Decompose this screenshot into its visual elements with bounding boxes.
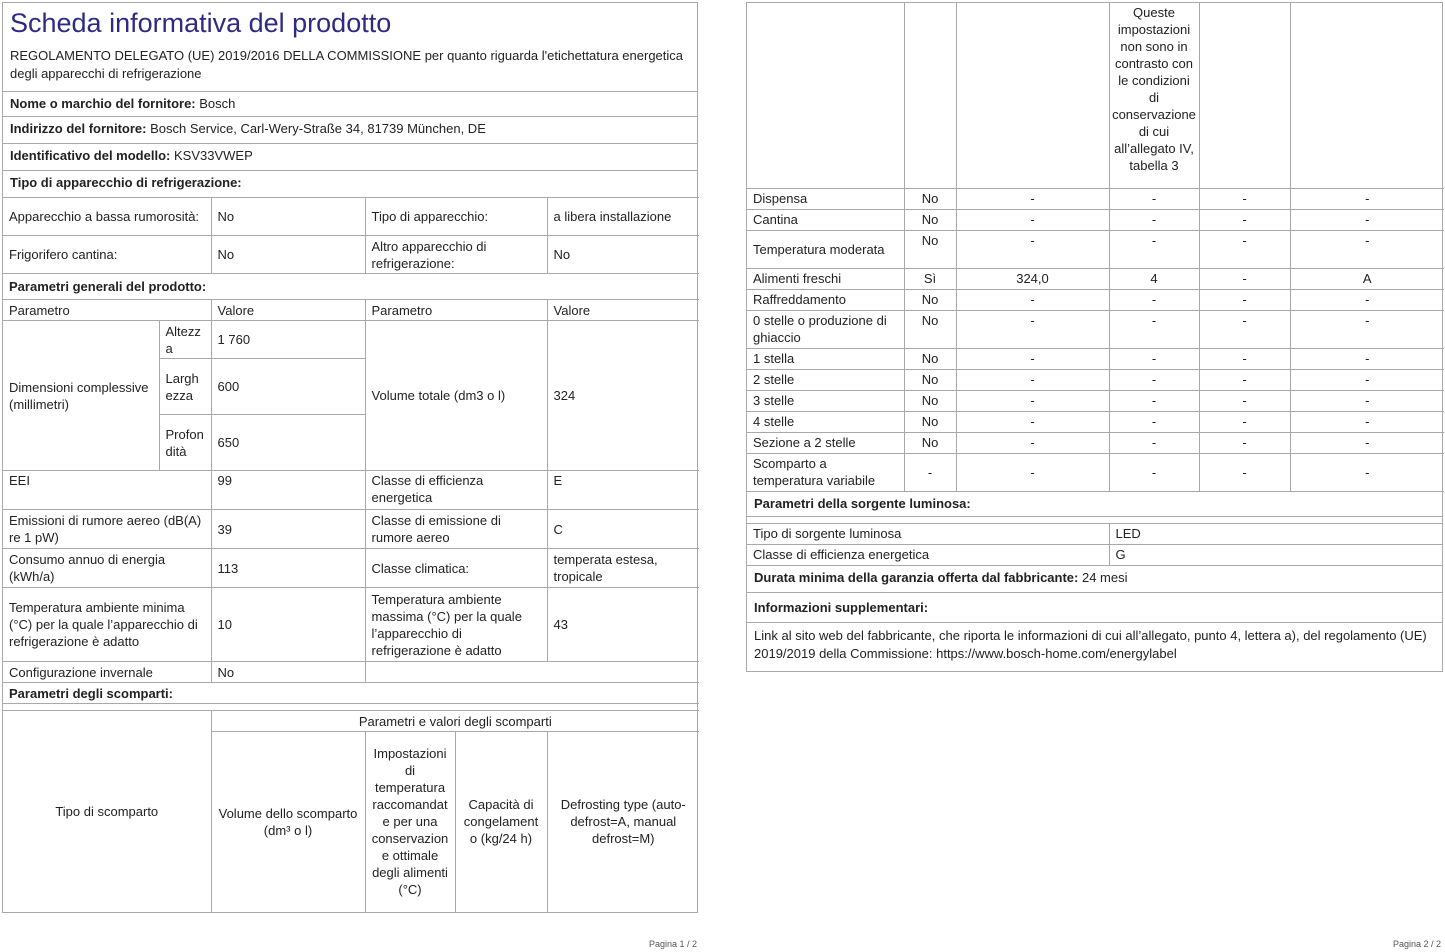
warranty-row (747, 566, 1442, 593)
compartment-temp: - (1109, 432, 1199, 453)
eei-label: EEI (3, 471, 211, 510)
compartment-defrost: - (1290, 453, 1444, 491)
compartment-name: 0 stelle o produzione di ghiaccio (747, 310, 904, 348)
compartment-temp: - (1109, 209, 1199, 230)
compartment-name: Cantina (747, 209, 904, 230)
supplier-name-value: Bosch (199, 96, 236, 111)
compartment-present: No (904, 188, 956, 209)
compartment-temp: - (1109, 230, 1199, 268)
compartment-temp: 4 (1109, 268, 1199, 289)
appliance-type-value: a libera installazione (547, 198, 699, 236)
compartment-defrost: - (1290, 411, 1444, 432)
eei-value: 99 (211, 471, 365, 510)
winter-label: Configurazione invernale (3, 662, 211, 683)
min-temp-label: Temperatura ambiente minima (°C) per la quale l’apparecchio di refrigerazione è adatto (3, 588, 211, 662)
other-value: No (547, 236, 699, 274)
total-volume-value: 324 (547, 321, 699, 471)
page-2 (746, 2, 1443, 672)
compartment-present: No (904, 369, 956, 390)
supplier-name-label: Nome o marchio del fornitore: (10, 96, 196, 111)
col-value-1: Valore (211, 300, 365, 321)
low-noise-value: No (211, 198, 365, 236)
energy-class-value: E (547, 471, 699, 510)
compartment-volume: - (956, 348, 1109, 369)
comp-params-label: Parametri e valori degli scomparti (211, 711, 699, 732)
min-temp-value: 10 (211, 588, 365, 662)
model-value: KSV33VWEP (173, 148, 253, 163)
noise-class-value: C (547, 510, 699, 549)
compartment-present: - (904, 453, 956, 491)
max-temp-label: Temperatura ambiente massima (°C) per la quale l’apparecchio di refrigerazione è adatto (365, 588, 547, 662)
compartment-temp: - (1109, 453, 1199, 491)
depth-label: Profondità (159, 415, 211, 471)
table-row (747, 390, 1444, 411)
page-number-2: Pagina 2 / 2 (1393, 939, 1442, 949)
supplier-address-row (3, 117, 697, 144)
compartment-name: Temperatura moderata (747, 230, 904, 268)
table-row (747, 188, 1444, 209)
compartment-name: Scomparto a temperatura variabile (747, 453, 904, 491)
width-value: 600 (211, 359, 365, 415)
compartment-present: No (904, 209, 956, 230)
warranty-value: 24 mesi (1081, 569, 1128, 585)
compartment-name: 2 stelle (747, 369, 904, 390)
compartments-continued (746, 2, 1443, 672)
table-row (747, 369, 1444, 390)
compartment-freeze: - (1199, 348, 1290, 369)
compartment-present: No (904, 432, 956, 453)
low-noise-label: Apparecchio a bassa rumorosità: (3, 198, 211, 236)
table-row (747, 230, 1444, 268)
table-row (747, 209, 1444, 230)
appliance-type-label: Tipo di apparecchio: (365, 198, 547, 236)
compartment-volume: - (956, 411, 1109, 432)
compartment-name: 3 stelle (747, 390, 904, 411)
height-label: Altezza (159, 321, 211, 359)
compartment-freeze: - (1199, 369, 1290, 390)
compartment-rows (747, 188, 1444, 491)
compartment-volume: - (956, 209, 1109, 230)
compartment-freeze: - (1199, 188, 1290, 209)
table-row (747, 348, 1444, 369)
compartment-defrost: - (1290, 188, 1444, 209)
compartment-defrost: - (1290, 369, 1444, 390)
winter-value: No (211, 662, 365, 683)
compartment-temp: - (1109, 348, 1199, 369)
dimensions-label: Dimensioni complessive (millimetri) (3, 321, 159, 471)
page-number-1: Pagina 1 / 2 (649, 939, 698, 949)
comp-type-label: Tipo di scomparto (3, 711, 211, 912)
compartment-defrost: - (1290, 209, 1444, 230)
light-type-label: Tipo di sorgente luminosa (747, 523, 1109, 544)
max-temp-value: 43 (547, 588, 699, 662)
compartment-temp: - (1109, 188, 1199, 209)
model-row (3, 144, 697, 171)
col-param-1: Parametro (3, 300, 211, 321)
compartment-present: No (904, 411, 956, 432)
light-table (747, 523, 1442, 566)
light-class-label: Classe di efficienza energetica (747, 544, 1109, 565)
supplier-name-row (3, 92, 697, 117)
table-row (747, 310, 1444, 348)
table-row (747, 289, 1444, 310)
height-value: 1 760 (211, 321, 365, 359)
compartment-name: Alimenti freschi (747, 268, 904, 289)
light-class-value: G (1109, 544, 1442, 565)
compartment-freeze: - (1199, 310, 1290, 348)
info-text: Link al sito web del fabbricante, che riporta le informazioni di cui all’allegato, punto 4, lettera a), del regolamento (UE) 2019/2019 della Commissione: https://www.bosch-home.com/energylabel (754, 627, 1427, 661)
general-params-header: Parametri generali del prodotto: (3, 274, 699, 300)
energy-class-label: Classe di efficienza energetica (365, 471, 547, 510)
comp-freeze-label: Capacità di congelamento (kg/24 h) (455, 732, 547, 912)
compartment-defrost: - (1290, 289, 1444, 310)
regulation-text: REGOLAMENTO DELEGATO (UE) 2019/2016 DELLA COMMISSIONE per quanto riguarda l'etichettatura energetica degli apparecchi di refrigerazione (3, 45, 697, 92)
compartment-defrost: - (1290, 390, 1444, 411)
compartment-volume: - (956, 188, 1109, 209)
compartment-volume: - (956, 310, 1109, 348)
col-value-2: Valore (547, 300, 699, 321)
width-label: Larghezza (159, 359, 211, 415)
compartment-defrost: - (1290, 432, 1444, 453)
compartment-name: 4 stelle (747, 411, 904, 432)
compartment-defrost: - (1290, 230, 1444, 268)
compartment-freeze: - (1199, 453, 1290, 491)
general-table (3, 197, 699, 704)
compartments-table-continued (747, 3, 1444, 492)
compartment-volume: - (956, 432, 1109, 453)
noise-label: Emissioni di rumore aereo (dB(A) re 1 pW) (3, 510, 211, 549)
compartment-defrost: - (1290, 348, 1444, 369)
supplier-address-label: Indirizzo del fornitore: (10, 121, 147, 136)
compartment-freeze: - (1199, 230, 1290, 268)
compartment-freeze: - (1199, 209, 1290, 230)
compartment-volume: - (956, 230, 1109, 268)
table-row (747, 453, 1444, 491)
info-header: Informazioni supplementari: (747, 593, 1442, 623)
col-param-2: Parametro (365, 300, 547, 321)
compartment-volume: - (956, 453, 1109, 491)
compartment-present: No (904, 230, 956, 268)
depth-value: 650 (211, 415, 365, 471)
climate-label: Classe climatica: (365, 549, 547, 588)
compartment-volume: 324,0 (956, 268, 1109, 289)
compartment-freeze: - (1199, 390, 1290, 411)
compartment-present: No (904, 348, 956, 369)
compartment-temp: - (1109, 411, 1199, 432)
compartment-temp: - (1109, 390, 1199, 411)
noise-value: 39 (211, 510, 365, 549)
compartment-volume: - (956, 390, 1109, 411)
compartment-defrost: - (1290, 310, 1444, 348)
compartment-temp: - (1109, 369, 1199, 390)
warranty-label: Durata minima della garanzia offerta dal fabbricante: (754, 569, 1079, 585)
table-row (747, 411, 1444, 432)
compartment-name: 1 stella (747, 348, 904, 369)
compartment-present: Sì (904, 268, 956, 289)
table-row (747, 268, 1444, 289)
comp-volume-label: Volume dello scomparto (dm³ o l) (211, 732, 365, 912)
header-note: Queste impostazioni non sono in contrasto con le condizioni di conservazione di cui all’allegato IV, tabella 3 (1109, 3, 1199, 188)
table-row (747, 432, 1444, 453)
comp-temp-label: Impostazioni di temperatura raccomandate per una conservazione ottimale degli alimenti (°C) (365, 732, 455, 912)
page-1 (2, 2, 698, 913)
model-label: Identificativo del modello: (10, 148, 171, 163)
compartment-freeze: - (1199, 289, 1290, 310)
climate-value: temperata estesa, tropicale (547, 549, 699, 588)
comp-defrost-label: Defrosting type (auto-defrost=A, manual defrost=M) (547, 732, 699, 912)
noise-class-label: Classe di emissione di rumore aereo (365, 510, 547, 549)
appliance-type-header: Tipo di apparecchio di refrigerazione: (10, 175, 242, 190)
energy-label: Consumo annuo di energia (kWh/a) (3, 549, 211, 588)
compartment-name: Sezione a 2 stelle (747, 432, 904, 453)
compartment-present: No (904, 310, 956, 348)
compartment-temp: - (1109, 289, 1199, 310)
other-label: Altro apparecchio di refrigerazione: (365, 236, 547, 274)
compartments-header: Parametri degli scomparti: (3, 683, 699, 704)
compartment-freeze: - (1199, 432, 1290, 453)
page-title: Scheda informativa del prodotto (10, 8, 392, 38)
light-type-value: LED (1109, 523, 1442, 544)
product-info-sheet (2, 2, 698, 913)
empty-cell (365, 662, 699, 683)
total-volume-label: Volume totale (dm3 o l) (365, 321, 547, 471)
compartment-temp: - (1109, 310, 1199, 348)
compartment-volume: - (956, 369, 1109, 390)
compartments-table (3, 710, 699, 912)
wine-value: No (211, 236, 365, 274)
wine-label: Frigorifero cantina: (3, 236, 211, 274)
compartment-freeze: - (1199, 411, 1290, 432)
energy-value: 113 (211, 549, 365, 588)
compartment-freeze: - (1199, 268, 1290, 289)
compartment-name: Dispensa (747, 188, 904, 209)
compartment-present: No (904, 289, 956, 310)
compartment-defrost: A (1290, 268, 1444, 289)
compartment-name: Raffreddamento (747, 289, 904, 310)
compartment-present: No (904, 390, 956, 411)
supplier-address-value: Bosch Service, Carl-Wery-Straße 34, 81739 München, DE (150, 121, 486, 136)
light-header: Parametri della sorgente luminosa: (747, 492, 1442, 517)
compartment-volume: - (956, 289, 1109, 310)
